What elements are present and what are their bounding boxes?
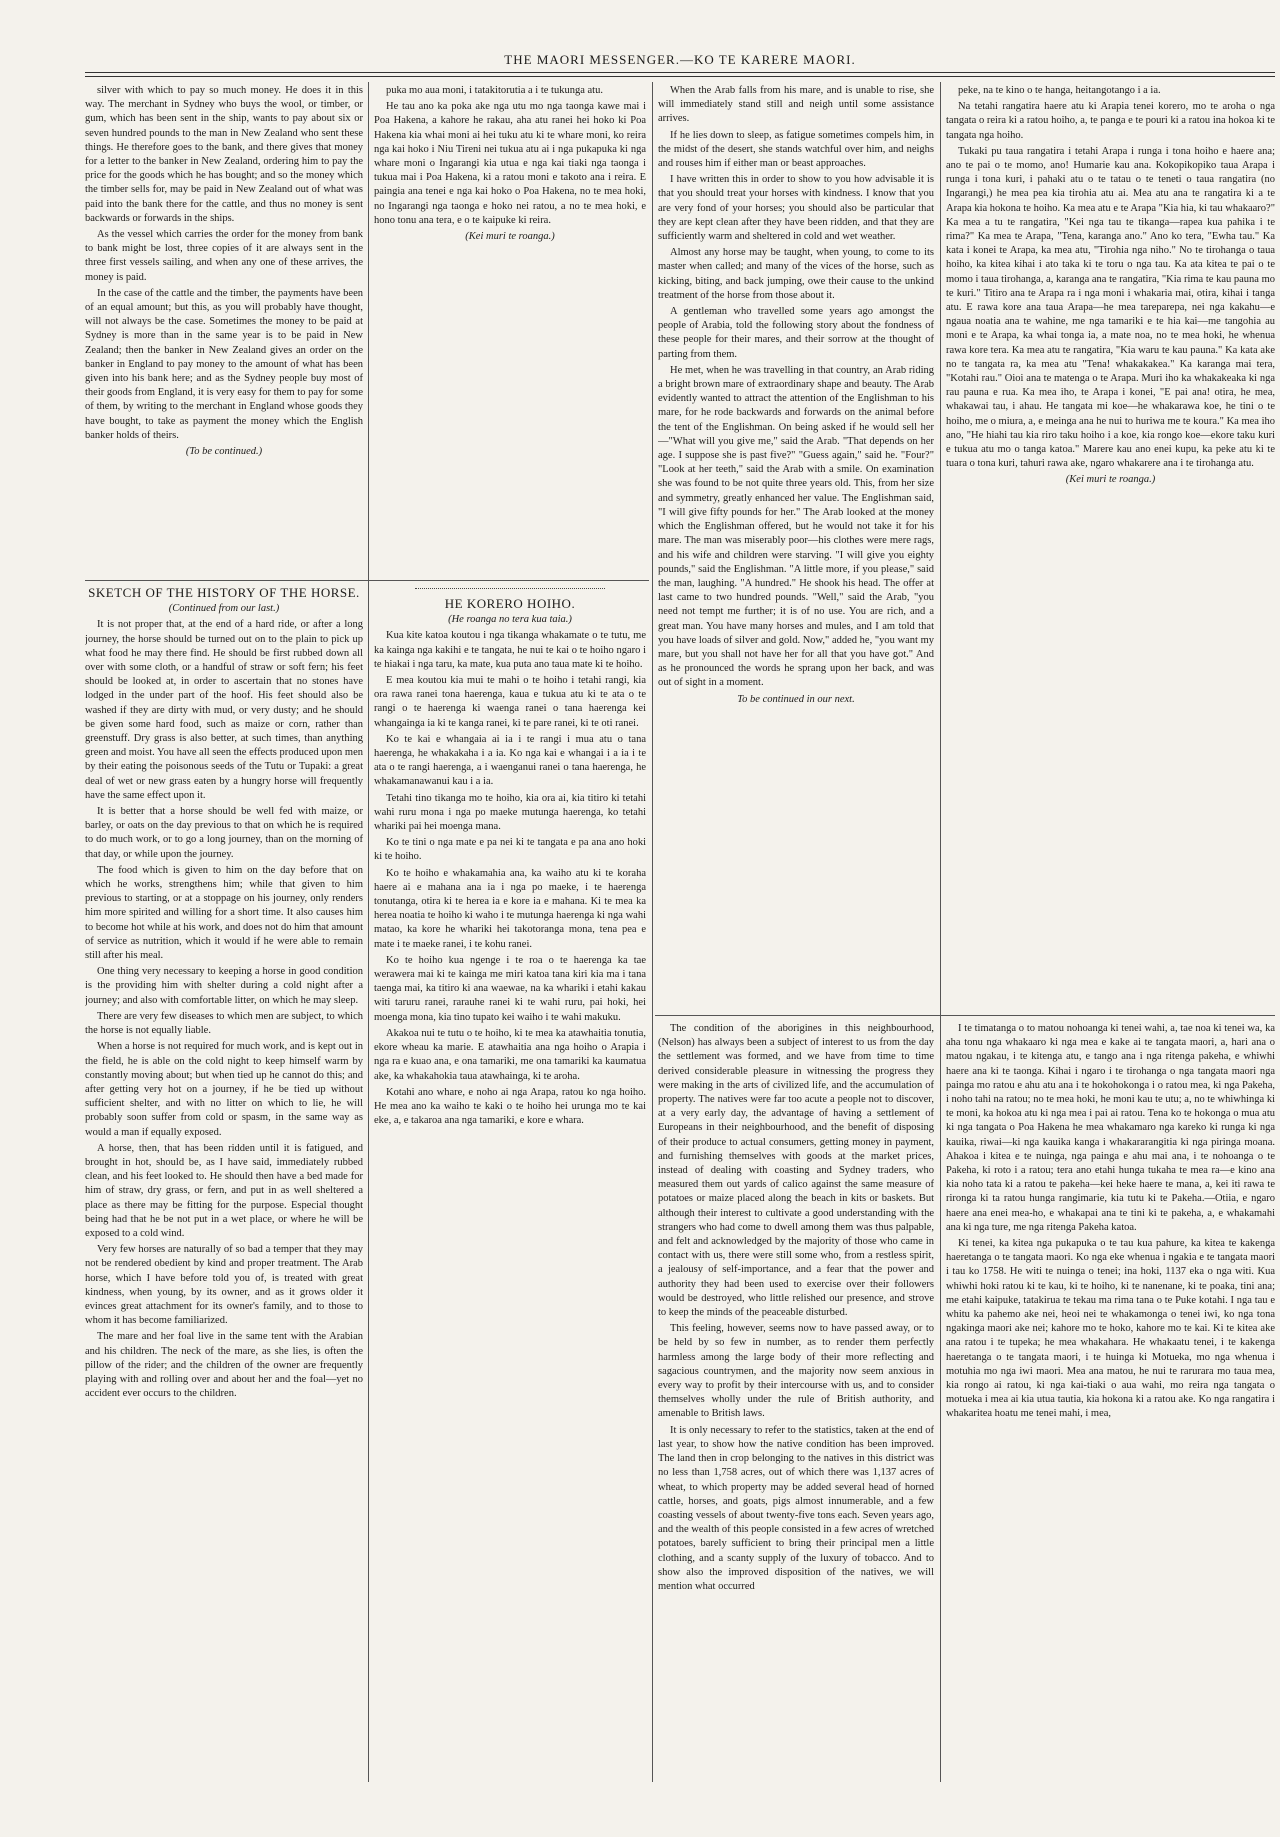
- paragraph: One thing very necessary to keeping a horse in good condition is the providing him with shelter during a cold night after a journey; and also with comfortable litter, on which he may sleep.: [85, 966, 363, 1006]
- paragraph: Tukaki pu taua rangatira i tetahi Arapa i runga i tona hoiho e haere ana; ano te pai o te momo, ano! Humarie kau ana. Kokopikopiko taua Arapa i runga i tona kuri, i pahaki atu o te tatau o te teneti o taua rangatira (no Ingarangi,) he mea pea kia tirohia atu ai. Mea atu ana te rangatira ki a te Arapa kia hokona te hoiho. Ka mea atu e te Arapa "Kia hia, ki tau whakaaro?" Ka mea a tu te rangatira, "Kei nga tau te tikanga—rapea kua pahika i te rima?" Ka mea te Arapa, "Tena, karanga ano." Ano ko tera, "Ewha tau." Ka kata i konei te Arapa, ka mea atu, "Tirohia nga niho." No te tirohanga o taua hoiho, ka kitea kihai i ato taka ki te toru o nga tau. Ka ata kitea te pai o te momo i taua tirohanga, a, karanga ana te rangatira, "Kia rima te kau pauna mo te kuri." Titiro ana te Arapa ra i nga moni i whakaria mai, otira, kihai i tanga atu. E rawa kore ana taua Arapa—he mea tareparepa, nei nga kakahu—e ngaua noatia ana te wahine, me nga tamariki e te hia kai—me tangohia au moni e te Arapa, ka whai tonga ia, a mate noa, no te mea hoki, he whenua rawa kore tera. Ka mea atu te rangatira, "Kia waru te kau pauna." Ka kata ake no te tangata ra, ka mea atu "Tena! whakakakea." Ka karanga mai tera, "Kotahi rau." Oioi ana te matenga o te Arapa. Muri iho ka whakakeaka ki nga rau pauna e rua. Ka mea iho, te Arapa i konei, "E pai ana! otira, he mea, whakawai tau, i ahau. He tangata mi koe—he whakarawa koe, he tini o te hoiho, me o miura, a, e meinga ana he nui to huriwa me te koura." Ka mea iho ano, "He hiahi tau kia riro taku hoiho i a koe, kia rongo koe—ekore taku kuri e tukua atu mo o tanga katoa." Marere kau ano enei kupu, ka peke atu ki te tuara o tona kuri, tahuri rawa ake, ngaro whakarere ana i te tirohanga atu.: [946, 145, 1275, 470]
- continued-note: (To be continued.): [185, 446, 263, 458]
- article-horse-history: [85, 586, 363, 1781]
- paragraph: There are very few diseases to which men are subject, to which the horse is not equally liable.: [85, 1010, 363, 1037]
- continued-note: (Kei muri te roanga.): [465, 231, 555, 243]
- paragraph: It is better that a horse should be well fed with maize, or barley, or oats on the day previous to that on which he is required to do much work, or to go a long journey, than on the morning of that day, or while upon the journey.: [85, 806, 363, 860]
- article-finance-english: [85, 84, 363, 576]
- section-rule: [655, 1015, 1275, 1016]
- article-title: HE KORERO HOIHO.: [444, 596, 576, 611]
- column-divider: [940, 82, 941, 1782]
- paragraph: Ko te kai e whangaia ai ia i te rangi i mua atu o tana haerenga, he whakakaha i a ia. Ko nga kai e whangai i a ia i te ata o te rangi haerenga, a i waenganui ranei o tana haerenga, he whakamanawanui kau i a ia.: [374, 733, 646, 788]
- paragraph: Kua kite katoa koutou i nga tikanga whakamate o te tutu, me ka kainga nga kakihi e te tangata, he nui te kai o te hoiho ngaro i te hiakai i nga taru, ka mate, kua puta ano taua mate ki te hoiho.: [374, 630, 646, 670]
- paragraph: When a horse is not required for much work, and is kept out in the field, he is able on the cold night to keep himself warm by constantly moving about; but when tied up he cannot do this; and after getting very hot on a journey, if he be tied up without sufficient shelter, and with no litter on which to lie, he will probably soon suffer from cold or spasm, in the same way as would a man if equally exposed.: [85, 1041, 363, 1138]
- paragraph: If he lies down to sleep, as fatigue sometimes compels him, in the midst of the desert, she stands watchful over him, and neighs and rouses him if either man or beast approaches.: [658, 129, 934, 170]
- paragraph: Ko te hoiho kua ngenge i te roa o te haerenga ka tae werawera mai ki te kainga me miri katoa tana kiri kia ma i tana taenga mai, ka titiro ki ana waewae, na ka whariki i etahi kakau witi taruru ranei, rarauhe ranei ki te wahi ruru, pai hoki, hei moenga mona, kia tino tupato kei waiho i te wahi makuku.: [374, 954, 646, 1023]
- article-subtitle: (Continued from our last.): [168, 603, 280, 615]
- paragraph: Very few horses are naturally of so bad a temper that they may not be rendered obedient by kind and proper treatment. The Arab horse, which I have before told you of, is treated with great kindness, when young, by its owner, and as it grows older it evinces great attachment for its owner's family, and to those to whom it has become familiarized.: [85, 1244, 363, 1327]
- column-divider: [652, 82, 653, 1782]
- paragraph: The condition of the aborigines in this neighbourhood, (Nelson) has always been a subject of interest to us from the day the settlement was formed, and we have from time to time derived considerable pleasure in witnessing the progress they were making in the arts of civilized life, and the accumulation of property. The natives were far too acute a people not to discover, at a very early day, the advantage of having a settlement of Europeans in their neighbourhood, and the benefit of disposing of their produce to actual consumers, getting money in payment, and furnishing themselves with goods at the market prices, instead of dealing with coasting and Sydney traders, who measured them out yards of calico against the same measure of potatoes or maize placed along the beach in kits or baskets. But although their interest to cultivate a good understanding with the strangers who had come to dwell among them was thus palpable, and felt and acknowledged by the majority of those who came in contact with us, there were still some who, from a restless spirit, a jealousy of self-importance, and a fear that the power and authority they had been used to exercise over their followers would be destroyed, who little relished our presence, and strove to keep the minds of the peaceable disturbed.: [658, 1023, 934, 1319]
- paragraph: It is only necessary to refer to the statistics, taken at the end of last year, to show how the native condition has been improved. The land then in crop belonging to the natives in this district was no less than 1,758 acres, out of which there was 1,137 acres of wheat, to which property may be added several head of horned cattle, horses, and goats, pigs almost innumerable, and a few coasting vessels of about twenty-five tons each. Seven years ago, and the wealth of this people consisted in a few acres of wretched potatoes, barely sufficient to bring their principal men a little clothing, and a scanty supply of the luxury of tobacco. And to show also the improved disposition of the natives, we will mention what occurred: [658, 1424, 934, 1592]
- paragraph: Kotahi ano whare, e noho ai nga Arapa, ratou ko nga hoiho. He mea ano ka waiho te kaki o te hoiho hei urunga mo te kai eke, a, e takaroa ana nga tamariki, e kore e whara.: [374, 1086, 646, 1127]
- article-korero-hoiho: [374, 586, 646, 1781]
- article-arab-mare-maori: [946, 84, 1275, 1010]
- article-arab-mare: [658, 84, 934, 1010]
- paragraph: A gentleman who travelled some years ago amongst the people of Arabia, told the following story about the fondness of these people for their mares, and their sorrow at the thought of parting from them.: [658, 306, 934, 360]
- article-finance-maori: [374, 84, 646, 576]
- continued-note: (Kei muri te roanga.): [1065, 474, 1156, 486]
- paragraph: He tau ano ka poka ake nga utu mo nga taonga kawe mai i Poa Hakena, a kahore he rakau, aha atu ranei hei hoko ki Poa Hakena kia whai moni ai hei tuku atu ki te whare moni, ko reira nga kai hoko i Niu Tireni nei tukua atu ai i nga pukapuka ki nga whare moni o Ingarangi kia utua e nga kai tiaki nga taonga i tukua mai i Poa Hakena, ki a ratou moni e takoto ana i reira. E paingia ana tenei e nga kai hoko o Poa Hakena, no te mea hoki, no Ingarangi nga taonga e hoko nei ratou, a no te mea hoki, e hono tonu ana tera, e o te kaipuke ki reira.: [374, 101, 646, 226]
- ornament-rule: [415, 586, 605, 589]
- section-rule: [85, 580, 649, 581]
- paragraph: In the case of the cattle and the timber, the payments have been of an equal amount; but this, as you will probably have thought, will not always be the case. Sometimes the money to be paid at Sydney is more than in the same year is to be paid in New Zealand; then the banker in New Zealand gives an order on the banker in England to pay money to the amount of what has been given into his bank here; and as the Sydney people buy most of their goods from England, it is very easy for them to pay for some of them, by writing to the merchant in England whose goods they have bought, to take as payment the money which the English banker holds of theirs.: [85, 287, 363, 441]
- paragraph: I have written this in order to show to you how advisable it is that you should treat your horses with kindness. I know that you are very fond of your horses; you should also be particular that they are kept clean after they have been ridden, and that they are sufficiently warm and sheltered in cold and wet weather.: [658, 174, 934, 243]
- paragraph: When the Arab falls from his mare, and is unable to rise, she will immediately stand still and neigh until some assistance arrives.: [658, 85, 934, 125]
- paragraph: peke, na te kino o te hanga, heitangotango i a ia.: [958, 85, 1161, 96]
- paragraph: silver with which to pay so much money. He does it in this way. The merchant in Sydney who buys the wool, or timber, or gum, which has been sent in the ship, wants to pay about six or seven hundred pounds to the man in New Zealand who sent these things. He therefore goes to the bank, and there gives that money for a letter to the banker in New Zealand, ordering him to pay the price for the goods which he has bought; and so the money which the timber sells for, may be paid in New Zealand out of what was paid into the bank there for the cattle, and thus no money is sent backwards or forwards in the ships.: [85, 85, 363, 224]
- paragraph: Ki tenei, ka kitea nga pukapuka o te tau kua pahure, ka kitea te kakenga haeretanga o te tangata maori. Ko nga eke whenua i ngakia e te tangata maori i tau ko 1758. He witi te nuinga o tenei; ina hoki, 1137 eka o nga witi. Kua whiwhi hoki ratou ki te kau, ki te hoiho, ki te nanenane, ki te poaka, tini ana; me etahi kaipuke, tatakirua te tekau ma rima tana o te Puke kotahi. I nga tau e whitu ka pahemo ake nei, heoi nei te whakamonga o tenei iwi, ko nga tona ngakinga maori ake nei; kahore mo te hoko, kahore mo te kai. Ki te kitea ake ana ratou i te tupeka; he mea whakahara. He whakaatu tenei, i te kakenga haeretanga o te tangata maori, i te huinga ki Motueka, mo nga whenua i motuhia mo nga iwi maori. Mea ana matou, he nui te rarurara mo taua mea, kia rongo ai ratou, ki nga kai-tiaki o aua wahi, mo reira nga tangata o motueka i mea ai kia utua tautia, kia hokona ki a ratou ake. Ko nga rangatira i whakaritea hoatu me tenei mahi, i mea,: [946, 1238, 1275, 1420]
- paragraph: Akakoa nui te tutu o te hoiho, ki te mea ka atawhaitia tonutia, ekore wheau ka marie. E atawhaitia ana nga hoiho o Arapia i nga ra e kuao ana, e ona tamariki, me ona tamariki ka kaumatua ake, ka whakahokia taua atawhainga, ki te aroha.: [374, 1027, 646, 1082]
- masthead-rule: [85, 72, 1275, 77]
- paragraph: As the vessel which carries the order for the money from bank to bank might be lost, three copies of it are always sent in the three first vessels sailing, and when any one of these arrives, the money is paid.: [85, 229, 363, 283]
- paragraph: The mare and her foal live in the same tent with the Arabian and his children. The neck of the mare, as she lies, is often the pillow of the rider; and the children of the owner are frequently playing with and rolling over and about her and the foal—yet no accident ever occurs to the children.: [85, 1331, 363, 1400]
- paragraph: This feeling, however, seems now to have passed away, or to be held by so few in number, as to render them perfectly harmless among the large body of their more reflecting and sagacious countrymen, and the majority now seem anxious in every way to profit by their intercourse with us, and to consider themselves wholly under the rule of British authority, and amenable to British laws.: [658, 1323, 934, 1420]
- paragraph: E mea koutou kia mui te mahi o te hoiho i tetahi rangi, kia ora rawa ranei tona haerenga, kaua e tukua atu ki te ata o te rangi o te haerenga ki waenga ranei o tana haerenga kei whangainga ia ki te kanga ranei, ki te pare ranei, ki te oti ranei.: [374, 675, 646, 729]
- paragraph: He met, when he was travelling in that country, an Arab riding a bright brown mare of extraordinary shape and beauty. The Arab evidently wanted to attract the attention of the Englishman to his mare, for he rode backwards and forwards on the animal before the tent of the Englishman. On being asked if he would sell her—"What will you give me," said the Arab. "That depends on her age. I suppose she is past five?" "Guess again," said he. "Four?" "Look at her teeth," said the Arab with a smile. On examination she was found to be not quite three years old. This, from her size and symmetry, greatly enhanced her value. The Englishman said, "I will give fifty pounds for her." The Arab looked at the money which the Englishman offered, but he would not take it for his mare. The man was miserably poor—his clothes were mere rags, and his wife and children were starving. "I will give you eighty pounds," said the Englishman. "A little more, if you please," said the man, laughing. "A hundred." He shook his head. The offer at last came to two hundred pounds. "Well," said the Arab, "you need not tempt me further; it is of no use. You are rich, and a great man. You have many horses and mules, and I am told that you have loads of silver and gold. Now," added he, "you want my mare, but you shall not have her for all that you have got." And as he pronounced the words he sprang upon her back, and was out of sight in a moment.: [658, 364, 934, 689]
- paragraph: puka mo aua moni, i tatakitorutia a i te tukunga atu.: [386, 85, 603, 96]
- paragraph: Almost any horse may be taught, when young, to come to its master when called; and many of the vices of the horse, such as kicking, biting, and back jumping, owe their cause to the unkind treatment of the horse from those about it.: [658, 247, 934, 301]
- paragraph: Tetahi tino tikanga mo te hoiho, kia ora ai, kia titiro ki tetahi wahi ruru mona i nga po maeke mutunga haerenga, ko tetahi whariki pai hei moenga mana.: [374, 792, 646, 833]
- paragraph: The food which is given to him on the day before that on which he works, strengthens him; while that given to him previous to starting, or at a stoppage on his journey, only renders him more spirited and willing for a short time. It also causes him to become hot while at his work, and does not do him that amount of service as nutrition, which it would if he were able to remain still after his meal.: [85, 864, 363, 962]
- paragraph: Na tetahi rangatira haere atu ki Arapia tenei korero, mo te aroha o nga tangata o reira ki a ratou hoiho, a, te panga e te pouri ki a ratou ina hokoa ki te tangata nga hoiho.: [946, 101, 1275, 141]
- paragraph: I te timatanga o to matou nohoanga ki tenei wahi, a, tae noa ki tenei wa, ka aha tonu nga whakaaro ki nga mea e kake ai te tangata maori, a, hari ana o matou ngakau, i te kitenga atu, e tango ana i nga ritenga pakeha, e whiwhi haere ana ki te taonga. Kihai i ngaro i te tirohanga o nga tangata maori nga painga mo ratou e ahu atu ana i te hokohokonga i o ratou mea, ki nga Pakeha, i noho tahi na ratou; no te mea hoki, he moni kau te utu; a, no te whiwhinga ki te moni, ka hokoa atu ki nga mea i pai ai ratou. Tena ko te hokonga o mua atu ki nga tangata o Poa Hakena he mea whakamaro nga kareko ki runga ki nga kauika, riwai—ki nga kauika kanga i whakararangitia ki nga piringa moana. Ahakoa i kitea e te nuinga, nga painga e ahu mai ana, i te nohoanga o te Pakeha, ki roto i a ratou; tera ano etahi hunga tukaha te mea ra—e kino ana kia noho tata ki a ratou te pakeha—kei heke haere te mana, a, kei iti rawa te rironga ki ta ratou hunga rangimarie, kia tutu ki te Pakeha.—Otiia, e ngaro haere ana enei mea-ho, e whakapai ana te tini ki te pakeha, a, e whakamahi ana ki nga ture, me nga ritenga Pakeha katoa.: [946, 1023, 1275, 1233]
- article-nelson-natives-maori: [946, 1022, 1275, 1782]
- article-subtitle: (He roanga no tera kua taia.): [448, 614, 572, 626]
- paragraph: Ko te hoiho e whakamahia ana, ka waiho atu ki te koraha haere ai e mahana ana ia i nga po maeke, i te haerenga tonutanga, otira ki te herea ia e kore ia e mahana. Ki te mea ka herea noatia te hoiho ki waho i te mutunga haerenga ki nga wahi matao, ka kore he whariki hei takotoranga mona, tena pea e mate i te maeke ranei, i te kohu ranei.: [374, 867, 646, 950]
- paragraph: It is not proper that, at the end of a hard ride, or after a long journey, the horse should be turned out on to the plain to pick up what food he may there find. He should be first rubbed down all over with some cloth, or a handful of straw or soft fern; his feet should be looked at, in order to ascertain that no stones have lodged in the under part of the hoof. His feet should also be washed if they are dirty with mud, or very dusty; and he should be given some hard food, such as maize or corn, rather than greenstuff. Dry grass is also better, at such times, than anything green and moist. You have all seen the effects produced upon men by their eating the poisonous seeds of the Tutu or Tupaki: a great deal of wet or new grass eaten by a hungry horse will frequently have the same effect upon it.: [85, 619, 363, 801]
- masthead: THE MAORI MESSENGER.—KO TE KARERE MAORI.: [504, 52, 856, 67]
- article-title: SKETCH OF THE HISTORY OF THE HORSE.: [88, 586, 360, 600]
- column-divider: [368, 82, 369, 1782]
- paragraph: Ko te tini o nga mate e pa nei ki te tangata e pa ana ano hoki ki te hoiho.: [374, 837, 646, 863]
- continued-note: To be continued in our next.: [737, 693, 855, 705]
- paragraph: A horse, then, that has been ridden until it is fatigued, and brought in hot, should be, as I have said, immediately rubbed clean, and his feet looked to. He should then have a bed made for him of straw, dry grass, or fern, and put in as well sheltered a place as there may be fitting for the purpose. Especial thought being had that he be not put in a wet place, or where he will be exposed to a cold wind.: [85, 1142, 363, 1239]
- article-nelson-natives: [658, 1022, 934, 1782]
